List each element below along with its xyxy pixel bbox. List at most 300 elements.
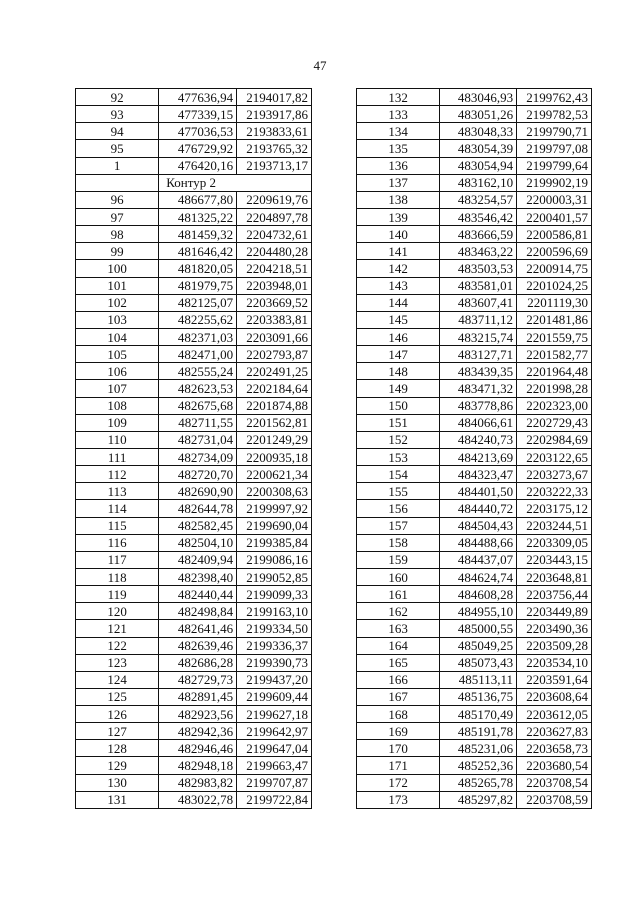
x-coordinate: 484608,28 <box>440 586 517 603</box>
x-coordinate: 483054,94 <box>440 157 517 174</box>
point-number: 111 <box>76 448 159 465</box>
y-coordinate: 2199647,04 <box>237 740 312 757</box>
y-coordinate: 2203091,66 <box>237 328 312 345</box>
y-coordinate: 2203449,89 <box>517 603 592 620</box>
y-coordinate: 2200003,31 <box>517 191 592 208</box>
x-coordinate: 485297,82 <box>440 791 517 808</box>
x-coordinate: 482255,62 <box>159 311 237 328</box>
point-number: 114 <box>76 500 159 517</box>
point-number: 149 <box>357 380 440 397</box>
x-coordinate: 485049,25 <box>440 637 517 654</box>
y-coordinate: 2201481,86 <box>517 311 592 328</box>
point-number: 134 <box>357 123 440 140</box>
point-number: 128 <box>76 740 159 757</box>
table-row <box>76 363 312 380</box>
table-row <box>357 637 592 654</box>
x-coordinate: 481979,75 <box>159 277 237 294</box>
y-coordinate: 2203534,10 <box>517 654 592 671</box>
table-row <box>357 346 592 363</box>
point-number: 166 <box>357 671 440 688</box>
point-number: 164 <box>357 637 440 654</box>
point-number: 161 <box>357 586 440 603</box>
table-row <box>76 500 312 517</box>
table-row <box>76 688 312 705</box>
x-coordinate: 485073,43 <box>440 654 517 671</box>
y-coordinate: 2203273,67 <box>517 466 592 483</box>
point-number: 100 <box>76 260 159 277</box>
point-number: 122 <box>76 637 159 654</box>
point-number: 158 <box>357 534 440 551</box>
table-row <box>357 431 592 448</box>
x-coordinate: 482555,24 <box>159 363 237 380</box>
y-coordinate: 2200935,18 <box>237 448 312 465</box>
table-row <box>357 757 592 774</box>
table-row <box>357 363 592 380</box>
table-row <box>76 534 312 551</box>
x-coordinate: 484437,07 <box>440 551 517 568</box>
point-number: 99 <box>76 243 159 260</box>
point-number: 112 <box>76 466 159 483</box>
x-coordinate: 482942,36 <box>159 723 237 740</box>
x-coordinate: 482498,84 <box>159 603 237 620</box>
x-coordinate: 483711,12 <box>440 311 517 328</box>
table-row <box>76 414 312 431</box>
x-coordinate: 477636,94 <box>159 89 237 106</box>
y-coordinate: 2203756,44 <box>517 586 592 603</box>
table-row <box>76 603 312 620</box>
x-coordinate: 485170,49 <box>440 706 517 723</box>
point-number: 98 <box>76 226 159 243</box>
x-coordinate: 483439,35 <box>440 363 517 380</box>
x-coordinate: 484240,73 <box>440 431 517 448</box>
y-coordinate: 2202491,25 <box>237 363 312 380</box>
point-number: 102 <box>76 294 159 311</box>
table-body <box>76 89 312 809</box>
table-row <box>357 723 592 740</box>
table-row <box>357 380 592 397</box>
y-coordinate: 2202984,69 <box>517 431 592 448</box>
y-coordinate: 2199799,64 <box>517 157 592 174</box>
table-row <box>357 551 592 568</box>
point-number: 116 <box>76 534 159 551</box>
x-coordinate: 482675,68 <box>159 397 237 414</box>
y-coordinate: 2201119,30 <box>517 294 592 311</box>
table-row <box>357 791 592 808</box>
point-number: 170 <box>357 740 440 757</box>
point-number: 129 <box>76 757 159 774</box>
point-number: 108 <box>76 397 159 414</box>
x-coordinate: 483046,93 <box>440 89 517 106</box>
point-number: 157 <box>357 517 440 534</box>
y-coordinate: 2200586,81 <box>517 226 592 243</box>
x-coordinate: 483463,22 <box>440 243 517 260</box>
table-row <box>357 397 592 414</box>
y-coordinate: 2203680,54 <box>517 757 592 774</box>
table-row <box>76 637 312 654</box>
y-coordinate: 2200621,34 <box>237 466 312 483</box>
y-coordinate: 2194017,82 <box>237 89 312 106</box>
table-row <box>76 311 312 328</box>
point-number: 123 <box>76 654 159 671</box>
y-coordinate: 2203509,28 <box>517 637 592 654</box>
table-row <box>357 568 592 585</box>
table-row <box>357 586 592 603</box>
y-coordinate: 2201249,29 <box>237 431 312 448</box>
table-row <box>357 311 592 328</box>
point-number: 93 <box>76 106 159 123</box>
point-number: 124 <box>76 671 159 688</box>
y-coordinate: 2203648,81 <box>517 568 592 585</box>
y-coordinate: 2199690,04 <box>237 517 312 534</box>
point-number: 154 <box>357 466 440 483</box>
coordinates-table-left <box>75 88 312 809</box>
y-coordinate: 2204897,78 <box>237 208 312 225</box>
point-number: 126 <box>76 706 159 723</box>
y-coordinate: 2199334,50 <box>237 620 312 637</box>
point-number: 113 <box>76 483 159 500</box>
x-coordinate: 482398,40 <box>159 568 237 585</box>
y-coordinate: 2199782,53 <box>517 106 592 123</box>
x-coordinate: 476729,92 <box>159 140 237 157</box>
point-number: 148 <box>357 363 440 380</box>
table-row <box>76 483 312 500</box>
table-row <box>357 260 592 277</box>
table-row <box>357 774 592 791</box>
table-row <box>76 346 312 363</box>
point-number: 136 <box>357 157 440 174</box>
point-number: 160 <box>357 568 440 585</box>
table-row <box>357 534 592 551</box>
table-row <box>76 243 312 260</box>
y-coordinate: 2199902,19 <box>517 174 592 191</box>
x-coordinate: 485265,78 <box>440 774 517 791</box>
point-number: 120 <box>76 603 159 620</box>
point-number: 142 <box>357 260 440 277</box>
x-coordinate: 482440,44 <box>159 586 237 603</box>
x-coordinate: 484624,74 <box>440 568 517 585</box>
point-number: 169 <box>357 723 440 740</box>
x-coordinate: 484488,66 <box>440 534 517 551</box>
x-coordinate: 481820,05 <box>159 260 237 277</box>
y-coordinate: 2203948,01 <box>237 277 312 294</box>
point-number: 140 <box>357 226 440 243</box>
table-row <box>357 191 592 208</box>
y-coordinate: 2193833,61 <box>237 123 312 140</box>
x-coordinate: 483022,78 <box>159 791 237 808</box>
y-coordinate: 2199790,71 <box>517 123 592 140</box>
point-number: 132 <box>357 89 440 106</box>
point-number: 127 <box>76 723 159 740</box>
x-coordinate: 482729,73 <box>159 671 237 688</box>
table-row <box>76 671 312 688</box>
x-coordinate: 481459,32 <box>159 226 237 243</box>
table-row <box>357 500 592 517</box>
y-coordinate: 2199722,84 <box>237 791 312 808</box>
y-coordinate: 2199762,43 <box>517 89 592 106</box>
x-coordinate: 483162,10 <box>440 174 517 191</box>
table-row <box>357 483 592 500</box>
point-number: 137 <box>357 174 440 191</box>
y-coordinate: 2199390,73 <box>237 654 312 671</box>
table-row <box>357 671 592 688</box>
x-coordinate: 482504,10 <box>159 534 237 551</box>
y-coordinate: 2199663,47 <box>237 757 312 774</box>
x-coordinate: 484504,43 <box>440 517 517 534</box>
table-row <box>76 277 312 294</box>
table-row <box>357 277 592 294</box>
y-coordinate: 2202323,00 <box>517 397 592 414</box>
table-row <box>76 517 312 534</box>
point-number: 133 <box>357 106 440 123</box>
x-coordinate: 483127,71 <box>440 346 517 363</box>
table-row <box>76 260 312 277</box>
point-number: 131 <box>76 791 159 808</box>
table-row <box>357 208 592 225</box>
x-coordinate: 486677,80 <box>159 191 237 208</box>
y-coordinate: 2203309,05 <box>517 534 592 551</box>
x-coordinate: 483666,59 <box>440 226 517 243</box>
y-coordinate: 2204218,51 <box>237 260 312 277</box>
x-coordinate: 483048,33 <box>440 123 517 140</box>
y-coordinate: 2193917,86 <box>237 106 312 123</box>
y-coordinate: 2203222,33 <box>517 483 592 500</box>
table-row <box>76 466 312 483</box>
table-row <box>76 757 312 774</box>
x-coordinate: 484401,50 <box>440 483 517 500</box>
y-coordinate: 2201562,81 <box>237 414 312 431</box>
table-row <box>357 140 592 157</box>
point-number: 104 <box>76 328 159 345</box>
x-coordinate: 482125,07 <box>159 294 237 311</box>
point-number: 95 <box>76 140 159 157</box>
x-coordinate: 482409,94 <box>159 551 237 568</box>
x-coordinate: 481325,22 <box>159 208 237 225</box>
x-coordinate: 477339,15 <box>159 106 237 123</box>
y-coordinate: 2203608,64 <box>517 688 592 705</box>
table-row <box>76 723 312 740</box>
point-number: 135 <box>357 140 440 157</box>
x-coordinate: 483471,32 <box>440 380 517 397</box>
x-coordinate: 481646,42 <box>159 243 237 260</box>
y-coordinate: 2199437,20 <box>237 671 312 688</box>
y-coordinate: 2199609,44 <box>237 688 312 705</box>
point-number: 173 <box>357 791 440 808</box>
y-coordinate: 2201964,48 <box>517 363 592 380</box>
y-coordinate: 2199627,18 <box>237 706 312 723</box>
x-coordinate: 482644,78 <box>159 500 237 517</box>
table-row <box>357 328 592 345</box>
x-coordinate: 482471,00 <box>159 346 237 363</box>
y-coordinate: 2199086,16 <box>237 551 312 568</box>
x-coordinate: 485231,06 <box>440 740 517 757</box>
y-coordinate: 2202729,43 <box>517 414 592 431</box>
point-number: 162 <box>357 603 440 620</box>
y-coordinate: 2203669,52 <box>237 294 312 311</box>
x-coordinate: 483051,26 <box>440 106 517 123</box>
table-row <box>76 106 312 123</box>
table-row <box>76 586 312 603</box>
x-coordinate: 482686,28 <box>159 654 237 671</box>
point-number: 109 <box>76 414 159 431</box>
point-number: 159 <box>357 551 440 568</box>
y-coordinate: 2201559,75 <box>517 328 592 345</box>
x-coordinate: 484440,72 <box>440 500 517 517</box>
y-coordinate: 2199052,85 <box>237 568 312 585</box>
y-coordinate: 2203443,15 <box>517 551 592 568</box>
x-coordinate: 485191,78 <box>440 723 517 740</box>
point-number: 107 <box>76 380 159 397</box>
point-number: 97 <box>76 208 159 225</box>
table-row <box>76 157 312 174</box>
point-number: 155 <box>357 483 440 500</box>
point-number: 171 <box>357 757 440 774</box>
point-number: 103 <box>76 311 159 328</box>
table-row <box>357 174 592 191</box>
table-row <box>76 328 312 345</box>
point-number: 143 <box>357 277 440 294</box>
y-coordinate: 2203175,12 <box>517 500 592 517</box>
point-number: 121 <box>76 620 159 637</box>
x-coordinate: 483054,39 <box>440 140 517 157</box>
table-row <box>76 431 312 448</box>
point-number: 96 <box>76 191 159 208</box>
x-coordinate: 482582,45 <box>159 517 237 534</box>
y-coordinate: 2201024,25 <box>517 277 592 294</box>
point-number: 168 <box>357 706 440 723</box>
x-coordinate: 484955,10 <box>440 603 517 620</box>
contour-label: Контур 2 <box>159 174 312 191</box>
point-number: 165 <box>357 654 440 671</box>
y-coordinate: 2199336,37 <box>237 637 312 654</box>
y-coordinate: 2203591,64 <box>517 671 592 688</box>
table-row <box>76 89 312 106</box>
table-row <box>357 620 592 637</box>
table-row <box>76 791 312 808</box>
point-number: 139 <box>357 208 440 225</box>
x-coordinate: 484066,61 <box>440 414 517 431</box>
point-number: 145 <box>357 311 440 328</box>
x-coordinate: 476420,16 <box>159 157 237 174</box>
y-coordinate: 2203708,59 <box>517 791 592 808</box>
y-coordinate: 2199099,33 <box>237 586 312 603</box>
x-coordinate: 483254,57 <box>440 191 517 208</box>
table-row <box>76 140 312 157</box>
point-number: 101 <box>76 277 159 294</box>
table-row <box>357 517 592 534</box>
table-row <box>76 380 312 397</box>
x-coordinate: 482946,46 <box>159 740 237 757</box>
point-number: 141 <box>357 243 440 260</box>
point-number: 147 <box>357 346 440 363</box>
table-row <box>76 551 312 568</box>
y-coordinate: 2204732,61 <box>237 226 312 243</box>
y-coordinate: 2203627,83 <box>517 723 592 740</box>
y-coordinate: 2203612,05 <box>517 706 592 723</box>
point-number: 119 <box>76 586 159 603</box>
table-row <box>76 654 312 671</box>
point-number: 117 <box>76 551 159 568</box>
table-row <box>357 294 592 311</box>
x-coordinate: 482641,46 <box>159 620 237 637</box>
y-coordinate: 2201582,77 <box>517 346 592 363</box>
x-coordinate: 482923,56 <box>159 706 237 723</box>
x-coordinate: 485113,11 <box>440 671 517 688</box>
y-coordinate: 2202793,87 <box>237 346 312 363</box>
y-coordinate: 2200596,69 <box>517 243 592 260</box>
point-number: 130 <box>76 774 159 791</box>
x-coordinate: 482639,46 <box>159 637 237 654</box>
y-coordinate: 2199642,97 <box>237 723 312 740</box>
table-row <box>76 208 312 225</box>
y-coordinate: 2199385,84 <box>237 534 312 551</box>
table-row <box>76 568 312 585</box>
point-number: 156 <box>357 500 440 517</box>
point-number: 150 <box>357 397 440 414</box>
y-coordinate: 2199797,08 <box>517 140 592 157</box>
table-row <box>76 191 312 208</box>
table-row <box>357 466 592 483</box>
point-number: 1 <box>76 157 159 174</box>
table-row <box>357 603 592 620</box>
coordinates-table-right <box>356 88 592 809</box>
x-coordinate: 485252,36 <box>440 757 517 774</box>
point-number: 163 <box>357 620 440 637</box>
point-number: 105 <box>76 346 159 363</box>
point-number: 125 <box>76 688 159 705</box>
x-coordinate: 485000,55 <box>440 620 517 637</box>
x-coordinate: 482731,04 <box>159 431 237 448</box>
y-coordinate: 2193713,17 <box>237 157 312 174</box>
table-row <box>76 774 312 791</box>
point-number: 118 <box>76 568 159 585</box>
x-coordinate: 484213,69 <box>440 448 517 465</box>
y-coordinate: 2201998,28 <box>517 380 592 397</box>
point-number: 167 <box>357 688 440 705</box>
point-number: 94 <box>76 123 159 140</box>
x-coordinate: 483546,42 <box>440 208 517 225</box>
point-number: 106 <box>76 363 159 380</box>
x-coordinate: 483503,53 <box>440 260 517 277</box>
table-row <box>357 243 592 260</box>
y-coordinate: 2200914,75 <box>517 260 592 277</box>
contour-heading-row <box>76 174 312 191</box>
table-row <box>76 620 312 637</box>
table-row <box>357 123 592 140</box>
table-row <box>357 706 592 723</box>
y-coordinate: 2202184,64 <box>237 380 312 397</box>
point-number: 146 <box>357 328 440 345</box>
table-row <box>357 654 592 671</box>
table-row <box>76 740 312 757</box>
table-row <box>357 157 592 174</box>
y-coordinate: 2203658,73 <box>517 740 592 757</box>
y-coordinate: 2203244,51 <box>517 517 592 534</box>
x-coordinate: 477036,53 <box>159 123 237 140</box>
x-coordinate: 483607,41 <box>440 294 517 311</box>
y-coordinate: 2200308,63 <box>237 483 312 500</box>
point-number: 115 <box>76 517 159 534</box>
y-coordinate: 2199163,10 <box>237 603 312 620</box>
table-row <box>76 706 312 723</box>
x-coordinate: 482371,03 <box>159 328 237 345</box>
table-row <box>76 123 312 140</box>
table-body <box>357 89 592 809</box>
point-number: 172 <box>357 774 440 791</box>
x-coordinate: 483581,01 <box>440 277 517 294</box>
y-coordinate: 2203490,36 <box>517 620 592 637</box>
y-coordinate: 2203122,65 <box>517 448 592 465</box>
x-coordinate: 482891,45 <box>159 688 237 705</box>
